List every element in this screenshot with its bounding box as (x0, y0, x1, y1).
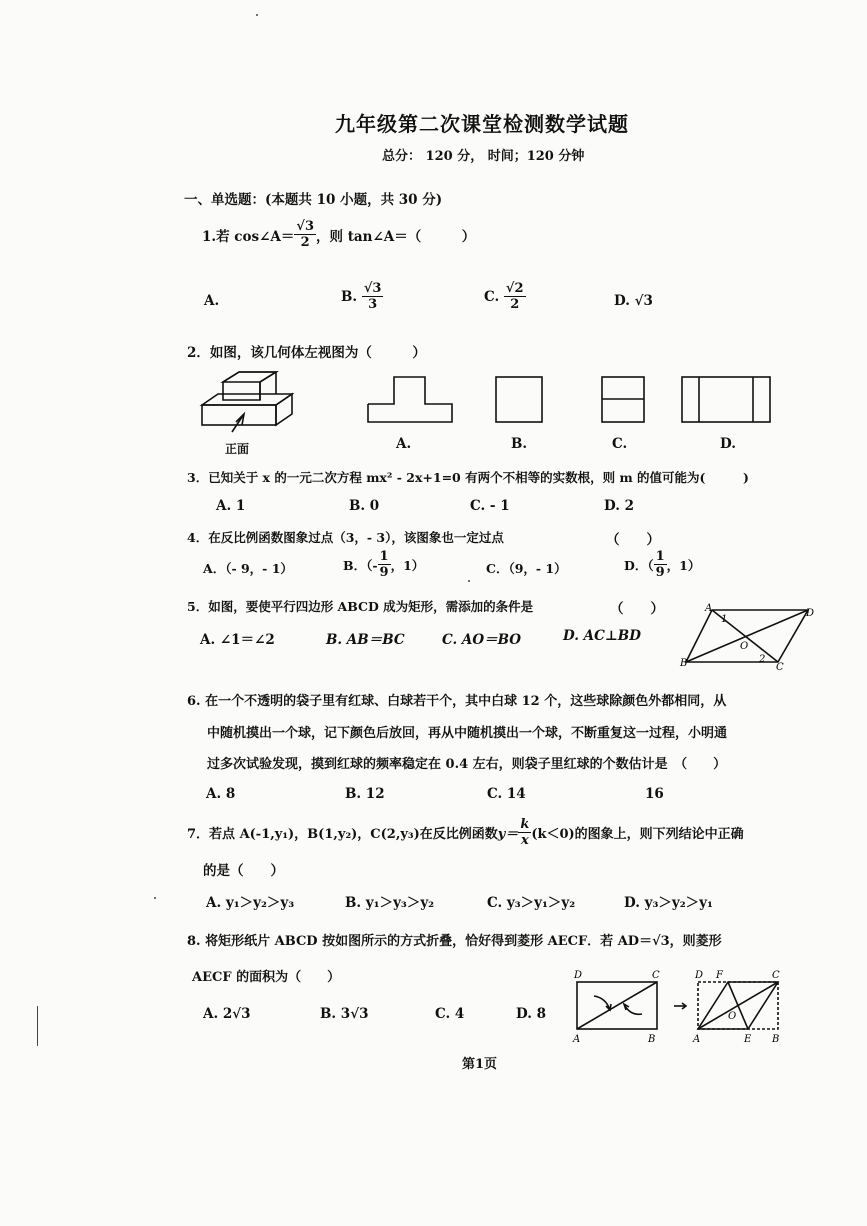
q6-option-c: C. 14 (487, 786, 526, 802)
q1-option-a: A. (204, 293, 220, 309)
front-label: 正面 (225, 442, 250, 456)
question-8-line-1: 8. 将矩形纸片 ABCD 按如图所示的方式折叠，恰好得到菱形 AECF．若 AD＝√3，则菱形 (187, 934, 722, 949)
page-subtitle: 总分： 120 分， 时间；120 分钟 (382, 149, 585, 164)
q2-option-c-figure (601, 376, 647, 424)
q5-option-b: B. AB＝BC (326, 632, 405, 648)
q7-option-b: B. y₁＞y₃＞y₂ (345, 895, 435, 911)
q5-paren: （ ） (610, 601, 664, 617)
q6-option-a: A. 8 (206, 786, 236, 802)
q2-option-c: C. (612, 436, 628, 452)
q5-label-d: D (806, 608, 815, 619)
q1-prefix: 1.若 cos∠A＝ (202, 228, 295, 245)
q3-option-a: A. 1 (216, 498, 246, 514)
q2-option-a: A. (396, 436, 412, 452)
q5-label-a: A (705, 603, 713, 614)
q8-label-f: F (716, 970, 723, 981)
question-2: 2．如图，该几何体左视图为（ ） (187, 345, 426, 361)
q1-fraction: $\frac{√3}{2}$ (296, 219, 314, 250)
q5-parallelogram-figure (680, 602, 815, 672)
q5-option-c: C. AO＝BO (442, 632, 522, 648)
q8-option-c: C. 4 (435, 1006, 465, 1022)
scan-edge-mark (37, 1006, 38, 1046)
q2-option-b: B. (511, 436, 528, 452)
q4-option-a: A．（- 9，- 1） (203, 561, 293, 576)
scan-speck (154, 897, 156, 899)
question-1 (202, 220, 475, 249)
q1-suffix: ，则 tan∠A＝（ ） (316, 228, 476, 245)
q7-option-d: D. y₃＞y₂＞y₁ (624, 895, 713, 911)
q7-option-c: C. y₃＞y₁＞y₂ (487, 895, 576, 911)
q1-option-b: B. $\frac{√3}{3}$ (341, 281, 382, 312)
q8-label-b: B (648, 1034, 656, 1045)
q8-label-a: A (573, 1034, 581, 1045)
q2-option-a-figure (367, 376, 455, 424)
q5-label-c: C (776, 662, 784, 673)
question-6-line-2: 中随机摸出一个球，记下颜色后放回，再从中随机摸出一个球，不断重复这一过程，小明通 (207, 726, 728, 741)
q2-option-d: D. (720, 436, 736, 452)
q5-label-1: 1 (721, 614, 728, 625)
section-heading: 一、单选题：(本题共 10 小题，共 30 分) (184, 192, 443, 208)
q5-option-d: D. AC⊥BD (563, 628, 641, 644)
q2-solid-figure (196, 370, 306, 460)
q1-option-d: D. √3 (614, 293, 653, 309)
q4-paren: （ ） (606, 532, 660, 548)
q6-option-b: B. 12 (345, 786, 385, 802)
q3-option-d: D. 2 (604, 498, 635, 514)
question-7-line-2: 的是（ ） (203, 863, 284, 879)
q5-label-b: B (680, 658, 688, 669)
q4-option-c: C．（9，- 1） (486, 561, 567, 576)
question-4: 4．在反比例函数图象过点（3，- 3），该图象也一定过点 (187, 530, 504, 545)
q8-option-a: A. 2√3 (203, 1006, 251, 1022)
q5-label-2: 2 (759, 654, 766, 665)
q8-label-o: O (728, 1011, 737, 1022)
q3-option-c: C. - 1 (470, 498, 510, 514)
q4-option-b: B．（- $\frac{1}{9}$ ，1） (343, 549, 425, 580)
q2-option-b-figure (495, 376, 545, 424)
question-5: 5．如图，要使平行四边形 ABCD 成为矩形，需添加的条件是 (187, 599, 534, 614)
scan-speck (468, 580, 470, 582)
q8-fold-figure (568, 966, 788, 1048)
scan-speck (256, 14, 258, 16)
q6-option-d: 16 (645, 786, 664, 802)
q8-label-e: E (744, 1034, 752, 1045)
question-8-line-2: AECF 的面积为（ ） (192, 970, 341, 985)
question-6-line-3: 过多次试验发现，摸到红球的频率稳定在 0.4 左右，则袋子里红球的个数估计是 （ ） (207, 757, 727, 772)
q1-option-c: C. $\frac{√2}{2}$ (484, 281, 524, 312)
q8-label-c2: C (772, 970, 780, 981)
q2-option-d-figure (681, 376, 773, 424)
q7-option-a: A. y₁＞y₂＞y₃ (206, 895, 295, 911)
q5-label-o: O (740, 641, 749, 652)
page-title: 九年级第二次课堂检测数学试题 (335, 112, 629, 136)
q5-option-a: A. ∠1＝∠2 (200, 632, 275, 648)
q8-label-d: D (574, 970, 583, 981)
q4-option-d: D．（ $\frac{1}{9}$ ，1） (624, 549, 701, 580)
question-6-line-1: 6. 在一个不透明的袋子里有红球、白球若干个，其中白球 12 个，这些球除颜色外都相同，从 (187, 694, 727, 709)
page-number: 第1页 (462, 1057, 498, 1072)
q8-label-a2: A (693, 1034, 701, 1045)
q8-option-b: B. 3√3 (320, 1006, 369, 1022)
q3-option-b: B. 0 (349, 498, 380, 514)
q8-label-c: C (652, 970, 660, 981)
question-7-line-1: 7．若点 A(-1,y₁)，B(1,y₂)，C(2,y₃)在反比例函数 y＝ $\frac{k}{x}$ (k＜0)的图象上，则下列结论中正确 (187, 817, 744, 848)
question-3: 3．已知关于 x 的一元二次方程 mx² - 2x+1=0 有两个不相等的实数根，则 m 的值可能为( ) (187, 470, 749, 485)
q8-option-d: D. 8 (516, 1006, 547, 1022)
q8-label-d2: D (695, 970, 704, 981)
q8-label-b2: B (772, 1034, 780, 1045)
